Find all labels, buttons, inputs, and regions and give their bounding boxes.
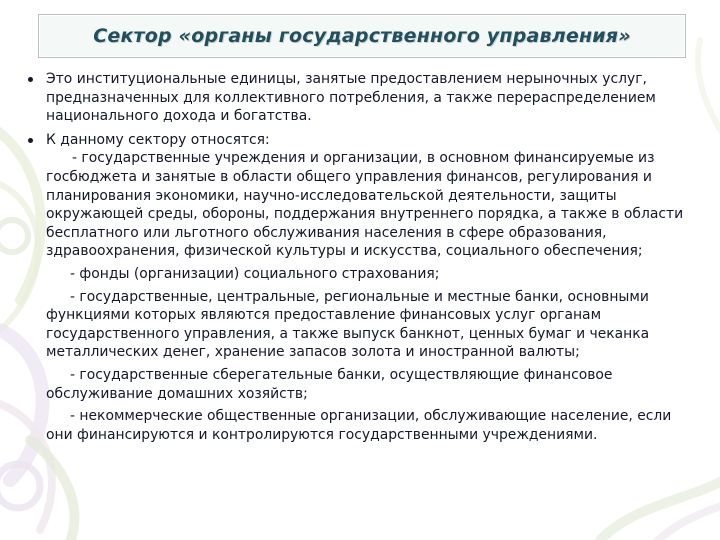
- bullet-dot-icon: [28, 77, 33, 82]
- list-item-savings-banks: - государственные сберегательные банки, осуществляющие финансовое обслуживание домашних хозяйств;: [46, 366, 613, 402]
- bullet-text: Это институциональные единицы, занятые предоставлением нерыночных услуг, предназначенных для коллективного потребления, а также перераспределением национального дохода и богатства.: [46, 71, 656, 125]
- bullet-item-definition: [22, 70, 698, 126]
- list-item-state-banks: - государственные, центральные, региональные и местные банки, основными функциями которых являются предоставление финансовых услуг органам государственного управления, а также выпуск банкнот, ценных бумаг и чеканка металлических денег, хранение запасов золота и иностранной валюты;: [46, 288, 650, 361]
- slide-title: Сектор «органы государственного управления»: [93, 25, 631, 47]
- title-box: [38, 14, 686, 58]
- bullet-item-composition: [22, 131, 698, 150]
- list-item-government-institutions: - государственные учреждения и организации, в основном финансируемые из госбюджета и занятые в области общего управления финансов, регулирования и планирования экономики, научно-исследовательской деятельности, защиты окружающей среды, обороны, поддержания внутреннего порядка, а также в области бесплатного или льготного обслуживания населения в сфере образования, здравоохранения, физической культуры и искусства, социального обеспечения;: [46, 150, 684, 260]
- bullet-text: К данному сектору относятся:: [46, 131, 270, 148]
- bullet-dot-icon: [28, 138, 33, 143]
- list-item-social-insurance-funds: - фонды (организации) социального страхования;: [70, 265, 440, 282]
- list-item-non-profit-organizations: - некоммерческие общественные организации, обслуживающие население, если они финансируются и контролируются государственными учреждениями.: [46, 408, 672, 443]
- content-body: [22, 70, 698, 444]
